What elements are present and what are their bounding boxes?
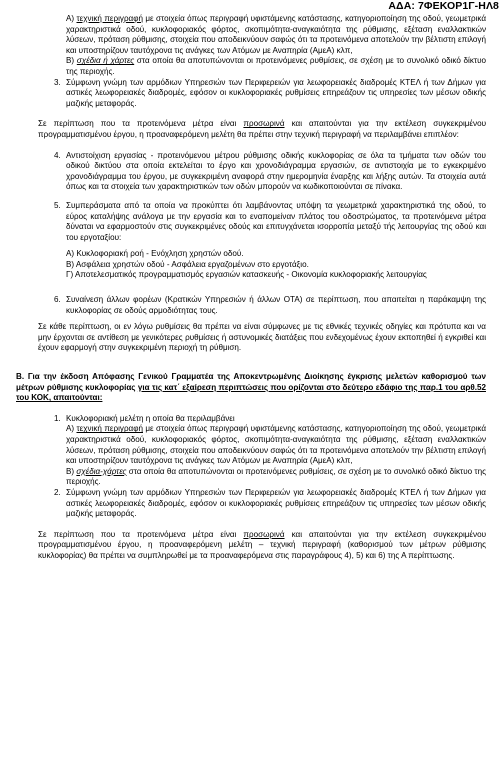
item5-option-c: Γ) Αποτελεσματικός προγραμματισμός εργασιών κατασκευής - Οικονομία κυκλοφοριακής λειτουργίας [66, 270, 427, 280]
list-item-3: 3. Σύμφωνη γνώμη των αρμόδιων Υπηρεσιών των Περιφερειών για λεωφορειακές διαδρομές ΚΤΕΛ ή των Δήμων για αστικές λεωφορειακές διαδρομές, εφόσον οι κυκλοφοριακές ρυθμίσεις επηρεάζουν τις υπηρεσίες των μέσων οδικής μαζικής μεταφοράς. [54, 77, 486, 108]
term-technical-description: τεχνική περιγραφή [76, 14, 143, 23]
item5-option-b: Β) Ασφάλεια χρηστών οδού - Ασφάλεια εργαζομένων στο εργοτάξιο. [66, 259, 309, 269]
section-b-item-2: 2. Σύμφωνη γνώμη των αρμόδιων Υπηρεσιών των Περιφερειών για λεωφορειακές διαδρομές ΚΤΕΛ ή των Δήμων για αστικές λεωφορειακές διαδρομές, εφόσον οι κυκλοφοριακές ρυθμίσεις επηρεάζουν τις υπηρεσίες των μέσων οδικής μαζικής μεταφοράς. [54, 487, 486, 519]
b-item1-option-b: Β) σχέδια-χάρτες στα οποία θα αποτυπώνονται οι προτεινόμενες ρυθμίσεις, σε σχέση με το συνολικό οδικό δίκτυο της περιοχής. [66, 466, 486, 487]
list-item-5: 5. Συμπεράσματα από τα οποία να προκύπτει ότι λαμβάνοντας υπόψη τα γεωμετρικά χαρακτηριστικά της οδού, το εύρος καταλήψης ανάλογα με την εργασία και το εναπομείναν πλάτος του οδοστρώματος, τα προτεινόμενα μέτρα δύναται να εφαρμοστούν στις συγκεκριμένες οδούς και επιτυγχάνεται ισορροπία μεταξύ τής λειτουργίας της οδού και του εργοταξίου: [54, 200, 486, 242]
section-b-heading: Β. Για την έκδοση Απόφασης Γενικού Γραμματέα της Αποκεντρωμένης Διοίκησης έγκρισης μελετών καθορισμού των μέτρων ρύθμισης κυκλοφορίας για τις κατ΄ εξαίρεση περιπτώσεις που ορίζονται στο δεύτερο εδάφιο της παρ.1 του αρθ.52 του ΚΟΚ, απαιτούνται: [16, 372, 486, 403]
temporary-measures-paragraph-2: Σε περίπτωση που τα προτεινόμενα μέτρα είναι προσωρινά και απαιτούνται για την εκτέλεση συγκεκριμένου προγραμματισμένου έργου, η προαναφερόμενη μελέτη – τεχνική περιγραφή (καθορισμού των μέτρων ρύθμισης κυκλοφορίας) θα πρέπει να συμπληρωθεί με τα προαναφερόμενα στις παραγράφους 4), 5) και 6) της Α περίπτωσης. [38, 529, 487, 560]
list-item-6: 6. Συναίνεση άλλων φορέων (Κρατικών Υπηρεσιών ή άλλων ΟΤΑ) σε περίπτωση, που απαιτείται η παράκαμψη της κυκλοφορίας σε οδούς αρμοδιότητας τους. [54, 295, 486, 315]
list-item-4: 4. Αντιστοίχιση εργασίας - προτεινόμενου μέτρου ρύθμισης οδικής κυκλοφορίας σε όλα τα τμήματα των οδών του οδικού δικτύου στα οποία εκτελείται το έργο και χρονοδιάγραμμα εργασιών, σε αντιστοιχία με το εγκεκριμένο χρονοδιάγραμμα του έργου, με συγκεκριμένη αναφορά στην ημερομηνία έναρξης και λήξης αυτών. Τα στοιχεία αυτά όπως και τα στοιχεία των χαρακτηριστικών των οδών μπορούν να κωδικοποιούνται σε πίνακα. [54, 150, 486, 192]
section-b-item-1: 1. Κυκλοφοριακή μελέτη η οποία θα περιλαμβάνει [54, 413, 235, 423]
item5-option-a: Α) Κυκλοφοριακή ροή - Ενόχληση χρηστών οδού. [66, 249, 244, 259]
b-item1-option-a: Α) τεχνική περιγραφή με στοιχεία όπως περιγραφή υφιστάμενης κατάστασης, κατηγοριοποίηση της οδού, γεωμετρικά χαρακτηριστικά οδού, κυκλοφοριακός φόρτος, σκοπιμότητα-αναγκαιότητα της ρύθμισης, εξέταση εναλλακτικών λύσεων, πρόταση ρύθμισης, στοιχεία που αποδεικνύουν σαφώς ότι τα προτεινόμενα αποτελούν την βέλτιστη επιλογή και υποστηρίζουν ταυτόχρονα τις ανάγκες των Ατόμων με Αναπηρία (ΑμεΑ) κλπ, [66, 424, 487, 466]
p1-option-a: Α) τεχνική περιγραφή με στοιχεία όπως περιγραφή υφιστάμενης κατάστασης, κατηγοριοποίηση της οδού, γεωμετρικά χαρακτηριστικά οδού, κυκλοφοριακός φόρτος, σκοπιμότητα-αναγκαιότητα της ρύθμισης, εξέταση εναλλακτικών λύσεων, πρόταση ρύθμισης, στοιχεία που αποδεικνύουν σαφώς ότι τα προτεινόμενα αποτελούν την βέλτιστη επιλογή και υποστηρίζουν ταυτόχρονα τις ανάγκες των Ατόμων με Αναπηρία (ΑμεΑ) κλπ, [66, 14, 487, 55]
ada-code: ΑΔΑ: 7ΦΕΚΟΡ1Γ-ΗΛ8 [388, 0, 499, 12]
compliance-paragraph: Σε κάθε περίπτωση, οι εν λόγω ρυθμίσεις θα πρέπει να είναι σύμφωνες με τις εθνικές τεχνικές οδηγίες και πρότυπα και να μην έρχονται σε αντίθεση με γενικότερες ρυθμίσεις ή αστυνομικές διατάξεις που ενδεχομένως έχουν εκποπηθεί ή εγκριθεί και έχουν εφαρμογή στην συγκεκριμένη περιοχή τη ρύθμιση. [38, 322, 486, 353]
term-drawings-maps: σχέδια ή χάρτες [76, 56, 135, 66]
temporary-measures-paragraph: Σε περίπτωση που τα προτεινόμενα μέτρα είναι προσωρινά και απαιτούνται για την εκτέλεση συγκεκριμένου προγραμματισμένου έργου, η προαναφερόμενη μελέτη θα πρέπει στην τεχνική περιγραφή να περιλαμβάνει επιπλέον: [38, 119, 487, 139]
document-body [16, 14, 486, 562]
p1-option-b: Β) σχέδια ή χάρτες στα οποία θα αποτυπώνονται οι προτεινόμενες ρυθμίσεις, σε σχέση με το συνολικό οδικό δίκτυο της περιοχής. [66, 56, 487, 76]
